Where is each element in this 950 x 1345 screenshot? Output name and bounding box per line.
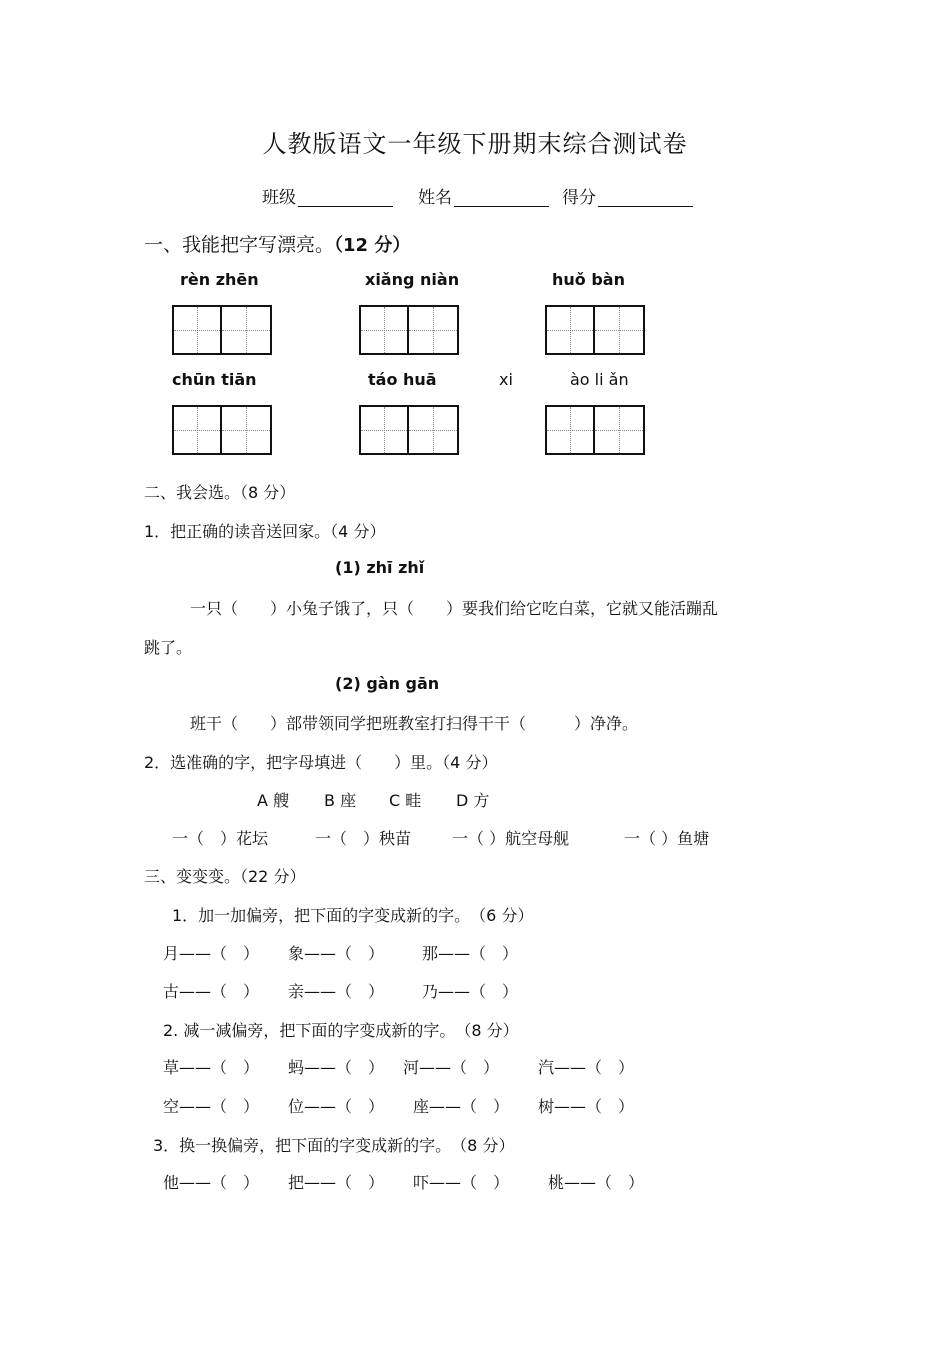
fill-item[interactable]: 空——（ ） bbox=[163, 1097, 260, 1116]
fill-item[interactable]: 位——（ ） bbox=[288, 1097, 385, 1116]
fill-item[interactable]: 乃——（ ） bbox=[422, 982, 519, 1001]
fill-item[interactable]: 亲——（ ） bbox=[288, 982, 385, 1001]
q2-blank[interactable]: 一（ ）航空母舰 bbox=[452, 829, 570, 848]
q1-label: 1．把正确的读音送回家。（4 分） bbox=[144, 522, 386, 541]
fill-item[interactable]: 他——（ ） bbox=[163, 1173, 260, 1192]
pinyin-xi: xi bbox=[499, 370, 513, 389]
q1-p1-line1: 一只（ ）小兔子饿了，只（ ）要我们给它吃白菜，它就又能活蹦乱 bbox=[190, 599, 719, 618]
pinyin-huoban: huǒ bàn bbox=[552, 270, 625, 289]
fill-item[interactable]: 吓——（ ） bbox=[413, 1173, 510, 1192]
writing-grid[interactable] bbox=[359, 305, 459, 355]
pinyin-renzhen: rèn zhēn bbox=[180, 270, 259, 289]
fill-item[interactable]: 树——（ ） bbox=[538, 1097, 635, 1116]
page-title: 人教版语文一年级下册期末综合测试卷 bbox=[262, 130, 688, 158]
section2-heading: 二、我会选。（8 分） bbox=[144, 483, 296, 502]
pinyin-aolian: ào li ǎn bbox=[570, 370, 629, 389]
fill-item[interactable]: 月——（ ） bbox=[163, 944, 260, 963]
pinyin-chuntian: chūn tiān bbox=[172, 370, 257, 389]
fill-item[interactable]: 河——（ ） bbox=[403, 1058, 500, 1077]
section1-heading bbox=[144, 230, 410, 257]
writing-grid[interactable] bbox=[545, 305, 645, 355]
s3-q1-label: 1．加一加偏旁，把下面的字变成新的字。 （6 分） bbox=[172, 906, 534, 925]
fill-item[interactable]: 古——（ ） bbox=[163, 982, 260, 1001]
fill-item[interactable]: 座——（ ） bbox=[413, 1097, 510, 1116]
name-label: 姓名 bbox=[418, 188, 452, 208]
class-field[interactable] bbox=[262, 183, 393, 208]
fill-item[interactable]: 草——（ ） bbox=[163, 1058, 260, 1077]
score-label: 得分 bbox=[562, 188, 596, 208]
fill-item[interactable]: 那——（ ） bbox=[422, 944, 519, 963]
writing-grid[interactable] bbox=[172, 305, 272, 355]
q2-option-d: D 方 bbox=[456, 791, 490, 810]
writing-grid[interactable] bbox=[545, 405, 645, 455]
q2-blank[interactable]: 一（ ）秧苗 bbox=[315, 829, 412, 848]
q1-p2-options: (2) gàn gān bbox=[335, 674, 440, 693]
q2-option-a: A 艘 bbox=[257, 791, 290, 810]
writing-grid[interactable] bbox=[359, 405, 459, 455]
fill-item[interactable]: 汽——（ ） bbox=[538, 1058, 635, 1077]
s3-q2-label: 2. 减一减偏旁，把下面的字变成新的字。 （8 分） bbox=[163, 1021, 519, 1040]
score-blank[interactable] bbox=[598, 188, 693, 207]
q1-p1-options: (1) zhī zhǐ bbox=[335, 558, 425, 577]
q2-option-c: C 畦 bbox=[389, 791, 422, 810]
s3-q3-label: 3．换一换偏旁，把下面的字变成新的字。 （8 分） bbox=[153, 1136, 515, 1155]
section1-points: （12 分） bbox=[334, 235, 411, 256]
q1-p2-line: 班干（ ）部带领同学把班教室打扫得干干（ ）净净。 bbox=[190, 714, 639, 733]
section3-heading: 三、变变变。（22 分） bbox=[144, 867, 306, 886]
pinyin-xiangnian: xiǎng niàn bbox=[365, 270, 460, 289]
q2-label: 2．选准确的字，把字母填进（ ）里。（4 分） bbox=[144, 753, 498, 772]
pinyin-taohua: táo huā bbox=[368, 370, 437, 389]
score-field[interactable] bbox=[562, 183, 693, 208]
q2-blank[interactable]: 一（ ）鱼塘 bbox=[624, 829, 710, 848]
fill-item[interactable]: 蚂——（ ） bbox=[288, 1058, 385, 1077]
name-blank[interactable] bbox=[454, 188, 549, 207]
q2-option-b: B 座 bbox=[324, 791, 357, 810]
q1-p1-line2: 跳了。 bbox=[144, 638, 193, 657]
section1-heading-text: 一、我能把字写漂亮。 bbox=[144, 234, 335, 256]
fill-item[interactable]: 象——（ ） bbox=[288, 944, 385, 963]
class-label: 班级 bbox=[262, 188, 296, 208]
fill-item[interactable]: 桃——（ ） bbox=[548, 1173, 645, 1192]
writing-grid[interactable] bbox=[172, 405, 272, 455]
q2-blank[interactable]: 一（ ）花坛 bbox=[172, 829, 269, 848]
class-blank[interactable] bbox=[298, 188, 393, 207]
name-field[interactable] bbox=[418, 183, 549, 208]
fill-item[interactable]: 把——（ ） bbox=[288, 1173, 385, 1192]
